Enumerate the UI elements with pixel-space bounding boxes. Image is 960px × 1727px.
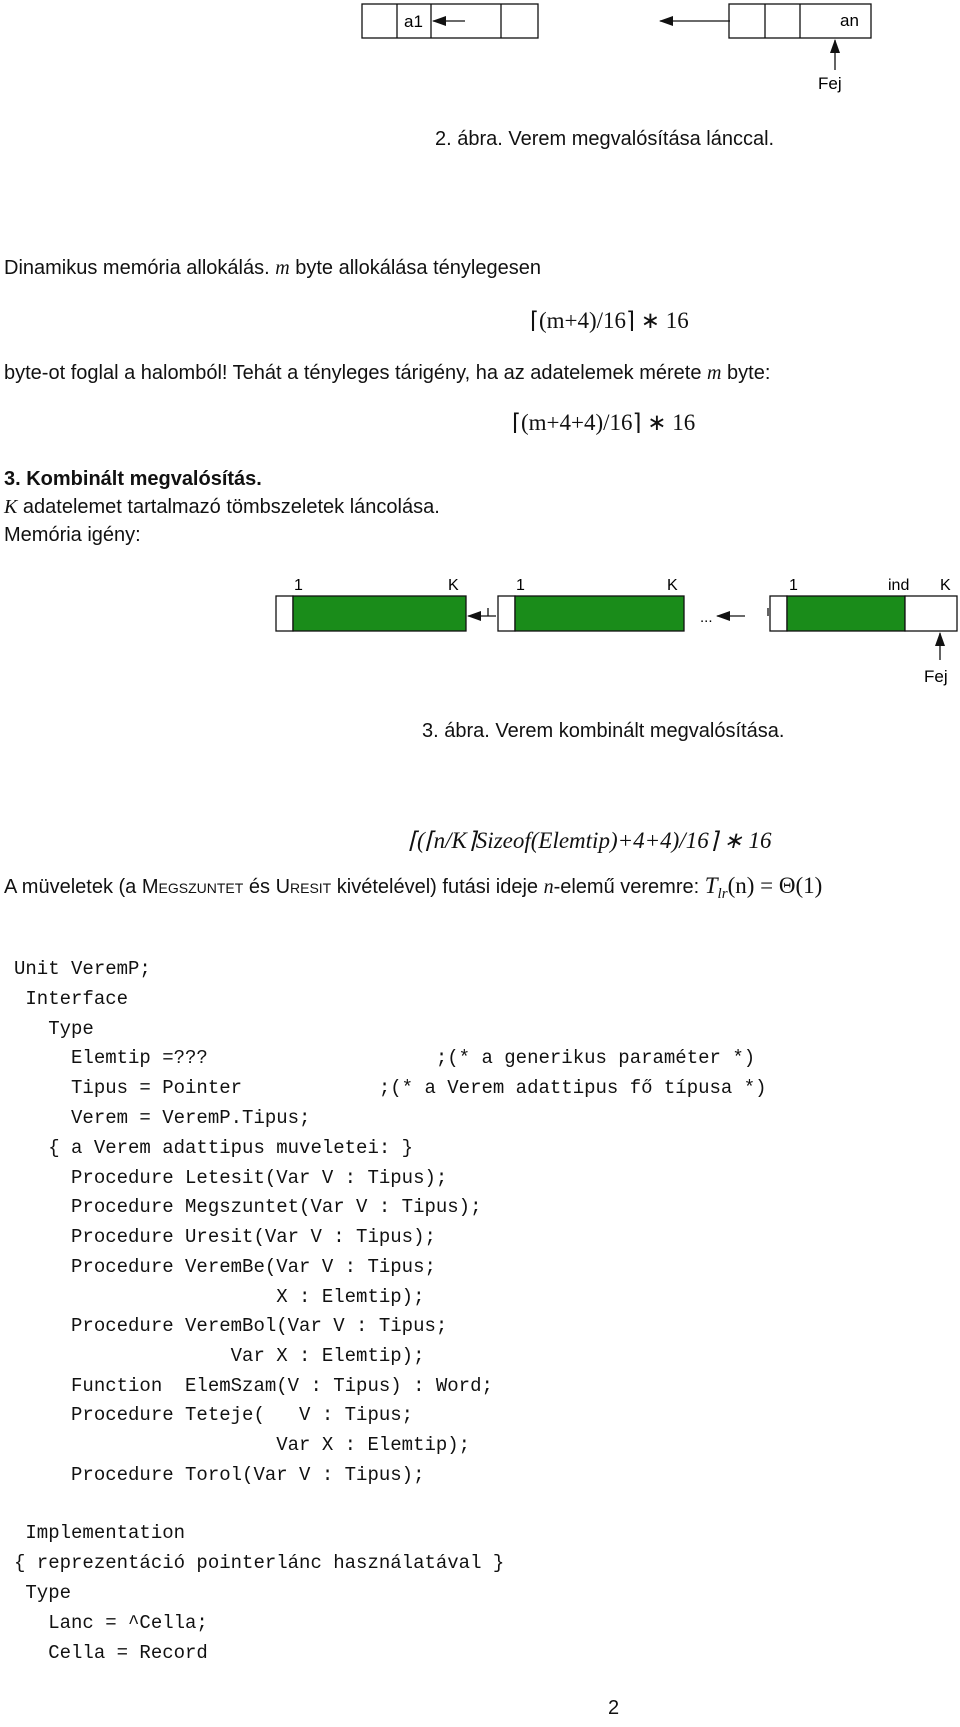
block3-start-label: 1 <box>789 577 798 594</box>
code-line: Elemtip =??? ;(* a generikus paraméter *) <box>14 1047 756 1069</box>
memory-label: Memória igény: <box>4 524 141 546</box>
code-line: { reprezentáció pointerlánc használatával } <box>14 1552 505 1574</box>
code-line: Verem = VeremP.Tipus; <box>14 1107 311 1129</box>
block2-start-label: 1 <box>516 577 525 594</box>
block2-data <box>515 596 684 631</box>
head-label-3: Fej <box>924 667 948 686</box>
code-line: Implementation <box>14 1522 186 1544</box>
section-3-line: K adatelemet tartalmazó tömbszeletek láncolása. <box>4 496 440 518</box>
figure-3-caption: 3. ábra. Verem kombinált megvalósítása. <box>422 720 785 742</box>
block3-end-label: K <box>940 577 951 594</box>
block1-data <box>293 596 466 631</box>
code-line: Unit VeremP; <box>14 958 151 980</box>
code-line: Procedure Uresit(Var V : Tipus); <box>14 1226 436 1248</box>
formula-3: ⌈(⌈n/K⌉Sizeof(Elemtip)+4+4)/16⌉ ∗ 16 <box>408 828 772 853</box>
code-line: Var X : Elemtip); <box>14 1434 471 1456</box>
formula-2: ⌈(m+4+4)/16⌉ ∗ 16 <box>512 410 696 435</box>
dynamic-line-1: Dinamikus memória allokálás. m byte allokálása ténylegesen <box>4 257 541 279</box>
code-line: Var X : Elemtip); <box>14 1345 425 1367</box>
code-line: Procedure Letesit(Var V : Tipus); <box>14 1167 448 1189</box>
code-line: Cella = Record <box>14 1642 208 1664</box>
code-line: Function ElemSzam(V : Tipus) : Word; <box>14 1375 493 1397</box>
formula-1: ⌈(m+4)/16⌉ ∗ 16 <box>530 308 689 333</box>
operations-sentence: A müveletek (a Megszuntet és Uresit kivételével) futási ideje n-elemű veremre: $T_{lr}(n) = \Theta(1)$ <box>4 873 823 902</box>
dynamic-line-2: byte-ot foglal a halomból! Tehát a tényleges tárigény, ha az adatelemek mérete m byte: <box>4 362 771 384</box>
block2-link-cell <box>498 596 515 631</box>
section-3-heading: 3. Kombinált megvalósítás. <box>4 468 262 490</box>
block3-data <box>787 596 905 631</box>
code-line: Type <box>14 1018 94 1040</box>
code-line: { a Verem adattipus muveletei: } <box>14 1137 414 1159</box>
figure-2-caption: 2. ábra. Verem megvalósítása lánccal. <box>435 128 775 150</box>
code-line: Interface <box>14 988 129 1010</box>
code-line: Type <box>14 1582 72 1604</box>
block2-end-label: K <box>667 577 678 594</box>
block3-ind-label: ind <box>888 577 910 594</box>
block3-free <box>905 596 957 631</box>
block1-link-cell <box>276 596 293 631</box>
figure-2-diagram <box>0 0 960 110</box>
block1-start-label: 1 <box>294 577 303 594</box>
code-line: Procedure Teteje( V : Tipus; <box>14 1404 414 1426</box>
block1-end-label: K <box>448 577 459 594</box>
ellipsis: ... <box>700 609 713 626</box>
code-line: Lanc = ^Cella; <box>14 1612 208 1634</box>
code-line: Procedure Megszuntet(Var V : Tipus); <box>14 1196 482 1218</box>
figure-3-diagram <box>0 560 960 690</box>
node-label-a1: a1 <box>404 12 423 31</box>
code-line: X : Elemtip); <box>14 1286 425 1308</box>
head-label: Fej <box>818 74 842 93</box>
code-line: Procedure VeremBe(Var V : Tipus; <box>14 1256 436 1278</box>
code-line: Tipus = Pointer ;(* a Verem adattipus fő típusa *) <box>14 1077 767 1099</box>
block3-link-cell <box>770 596 787 631</box>
code-line: Procedure VeremBol(Var V : Tipus; <box>14 1315 448 1337</box>
code-line: Procedure Torol(Var V : Tipus); <box>14 1464 425 1486</box>
node-label-an: an <box>840 11 859 30</box>
page-number: 2 <box>608 1697 620 1719</box>
